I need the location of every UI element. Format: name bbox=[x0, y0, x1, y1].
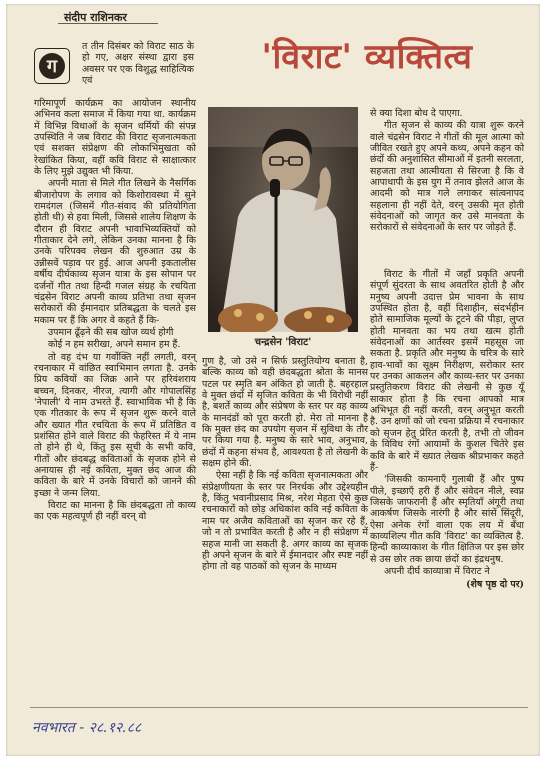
quote-line: कोई न हम सरीखा, अपने समान हम हैं. bbox=[48, 339, 181, 351]
col2-paragraph: गुण है, जो उसे न सिर्फ प्रस्तुतियोग्य बनाता है, बल्कि काव्य को वही छंदबद्धता श्रोता के मानस पटल पर स्मृति बन अंकित हो जाती है. बहरहाल वे मुक्त छंदों में सृजित कविता के भी विरोधी नहीं है, बशर्ते काव्य और संप्रेषण के स्तर पर वह काव्य के मानदंडों को पूरा करती हो. मेरा तो मानना है कि मुक्त छंद का उपयोग सृजन में सुविधा के तौर पर किया गया है. मनुष्य के सारे भाव, अनुभाव, छंदों में कहना संभव है, आवश्यता है तो लेखनी के सक्षम होने की. bbox=[202, 356, 368, 470]
bottom-divider bbox=[30, 707, 528, 708]
col3-paragraph: विराट के गीतों में जहाँ प्रकृति अपनी संपूर्ण सुंदरता के साथ अवतरित होती है और मनुष्य अपनी उदात्त प्रेम भावना के साथ उपस्थित होता है, वहीं दिशाहीन, संदर्भहीन होते सामाजिक मूल्यों के टूटने की पीड़ा, लुप्त होती मानवता का भय तथा खत्म होती संवेदनाओं का आर्तस्वर इसमें महसूस जा सकता है. प्रकृति और मनुष्य के चरित्र के सारे हाव-भावों का सूक्ष्म निरीक्षण, सरोकार स्तर पर उनका आकलन और काव्य-स्तर पर उनका प्रस्तुतिकरण विराट की लेखनी से कुछ यूँ साकार होता है कि रचना आपको मात्र अभिभूत ही नहीं करती, वरन् अनुभूत करती है. उन क्षणों को जो रचना प्रक्रिया में रचनाकार को सृजन हेतु प्रेरित करती है, तभी तो जीवन के विविध रंगों आयामों के कुशल चितेरे इस कवि के बारे में ख्यात लेखक श्रीप्रभाकर कहते हैं- bbox=[370, 269, 524, 473]
column-3-top bbox=[370, 108, 524, 234]
quote-line: उपमान ढूँढ़ने की सब खोज व्यर्थ होगी bbox=[48, 326, 174, 338]
intro-paragraph: त तीन दिसंबर को विराट साठ के हो गए, अक्षर संस्था द्वारा इस अवसर पर एक विशुद्ध साहित्यिक एवं bbox=[82, 41, 194, 87]
newspaper-clipping bbox=[6, 4, 540, 756]
byline-divider bbox=[58, 23, 158, 24]
column-2 bbox=[202, 356, 368, 573]
continued-note: (शेष पृष्ठ दो पर) bbox=[466, 579, 524, 591]
column-1 bbox=[34, 98, 196, 523]
col3-paragraph: अपनी दीर्घ काव्यात्रा में विराट ने bbox=[384, 565, 490, 577]
col3-paragraph: से क्या दिशा बोध दे पाएगा. bbox=[370, 108, 463, 119]
col1-paragraph: विराट का मानना है कि छंदबद्धता तो काव्य का एक महत्वपूर्ण ही नहीं वरन् वो bbox=[34, 500, 196, 523]
author-byline: संदीप राशिनकर bbox=[64, 11, 127, 24]
quote-paragraph: 'जिसकी कामनाएँ गुलाबी हैं और पुष्प पीले, इच्छाएँ हरी हैं और संवेदन नीले, स्वप्न जिसके जाफरानी हैं और स्मृतियाँ अंगूरी तथा आकर्षण जिसके नारंगी है और सांसें सिंदूरी, ऐसा अनेक रंगों वाला एक लय में बँधा काव्यशिल्प गीत कवि 'विराट' का व्यक्तित्व है. हिन्दी काव्याकाश के गीत क्षितिज पर इस छोर से उस छोर तक छाया छंदों का इंद्रधनुष. bbox=[370, 474, 524, 565]
dropcap-letter: ग bbox=[39, 53, 65, 79]
col3-paragraph: गीत सृजन से काव्य की यात्रा शुरू करने वाले चंद्रसेन विराट ने गीतों की मूल आत्मा को जीवित रखते हुए अपने कथ्य, अपने कहन को छंदों की अनुशासित सीमाओं में इतनी सरलता, सहजता तथा आत्मीयता से सिरजा है कि वे आपाधापी के इस युग में तनाव झेलते आज के आदमी को मात्र गले लगाकर सांत्वनापद सहलाना ही नहीं देते, वरन् उसकी मृत होती संवेदनाओं को जागृत कर उसे मानवता के सरोकारों से संवेदनाओं के स्तर पर जोड़ते हैं. bbox=[370, 120, 524, 234]
column-3-bottom bbox=[370, 269, 524, 591]
col1-paragraph: गरिमापूर्ण कार्यक्रम का आयोजन स्थानीय अभिनव कला समाज में किया गया था. कार्यक्रम में विभिन्न विधाओं के सृजन धर्मियों की संपन्न उपस्थिति ने जब विराट की विराट सृजनात्मकता एवं सशक्त संप्रेक्षण की लोकाभिमुखता को रेखांकित किया, वहीं कवि विराट से साक्षात्कार के लिए मुझे उद्युक्त भी किया. bbox=[34, 98, 196, 178]
poet-photo bbox=[208, 107, 358, 332]
handwritten-source-note: नवभारत - २८.१२.८८ bbox=[32, 720, 142, 736]
headline: 'विराट' व्यक्तित्व bbox=[261, 37, 473, 77]
col2-paragraph: ऐसा नहीं है कि नई कविता सृजनात्मकता और संप्रेक्षणीयता के स्तर पर निरर्थक और उद्देश्यहीन है, किंतु भवानीप्रसाद मिश्र, नरेश मेहता ऐसे कुछ रचनाकारों को छोड़ अधिकांश कवि नई कविता के नाम पर अजैव कविताओं का सृजन कर रहे हैं, जो न तो प्रभावित करती है और न ही संप्रेक्षण में सहज मानी जा सकती है. अगर काव्य का सृजक ही अपने सृजन के बारे में ईमानदार और स्पष्ट नहीं होगा तो वह पाठकों को सृजन के माध्यम bbox=[202, 470, 369, 573]
dropcap-ornament bbox=[34, 48, 70, 84]
col1-paragraph: तो वह दंभ या गर्वोक्ति नहीं लगती, वरन् रचनाकार में वांछित स्वाभिमान लगता है. उनके प्रिय कवियों का जिक्र आने पर हरिवंशराय बच्चन, दिनकर, नीरज, त्यागी और गोपालसिंह 'नेपाली' ये नाम उभरते हैं. स्वाभाविक भी है कि एक गीतकार के रूप में सृजन शुरू करने वाले और ख्यात गीत रचयिता के रूप में प्रतिष्ठित व प्रशंसित होने वाले विराट की फेहरिस्त में ये नाम तो होने ही थे, किंतु इस सूची के सभी कवि, गीतों और छंदबद्ध कविताओं के सृजक होने से अनायास ही नई कविता, मुक्त छंद आज की कविता के बारे में उनके विचारों को जानने की इच्छा ने जन्म लिया. bbox=[34, 351, 196, 499]
col1-paragraph: अपनी माता से मिले गीत लिखने के नैसर्गिक बीजारोपण के लगाव को किशोरावस्था में सुने रामदंगल (जिसमें गीत-संवाद की प्रतियोगिता होती थी) से हवा मिली, जिससे शालेय शिक्षण के दौरान ही विराट अपनी भावाभिव्यक्तियों को गीताकार देने लगे, लेकिन उनका मानना है कि उनके परिपक्व लेखन की शुरुआत उम्र के उन्नीसवें पड़ाव पर हुई. आज अपनी इकतालीस वर्षीय दीर्घकाव्य सृजन यात्रा के इस सोपान पर दर्जनों गीत तथा हिन्दी गजल संग्रह के रचयिता चंद्रसेन विराट अपनी काव्य प्रतिभा तथा सृजन सरोकारों की ईमानदार प्रतिबद्धता के चलते इस मकाम पर हैं कि अगर वे कहते हैं कि- bbox=[34, 178, 197, 326]
photo-caption: चन्द्रसेन 'विराट' bbox=[254, 337, 312, 348]
poet-portrait-image bbox=[208, 107, 358, 332]
